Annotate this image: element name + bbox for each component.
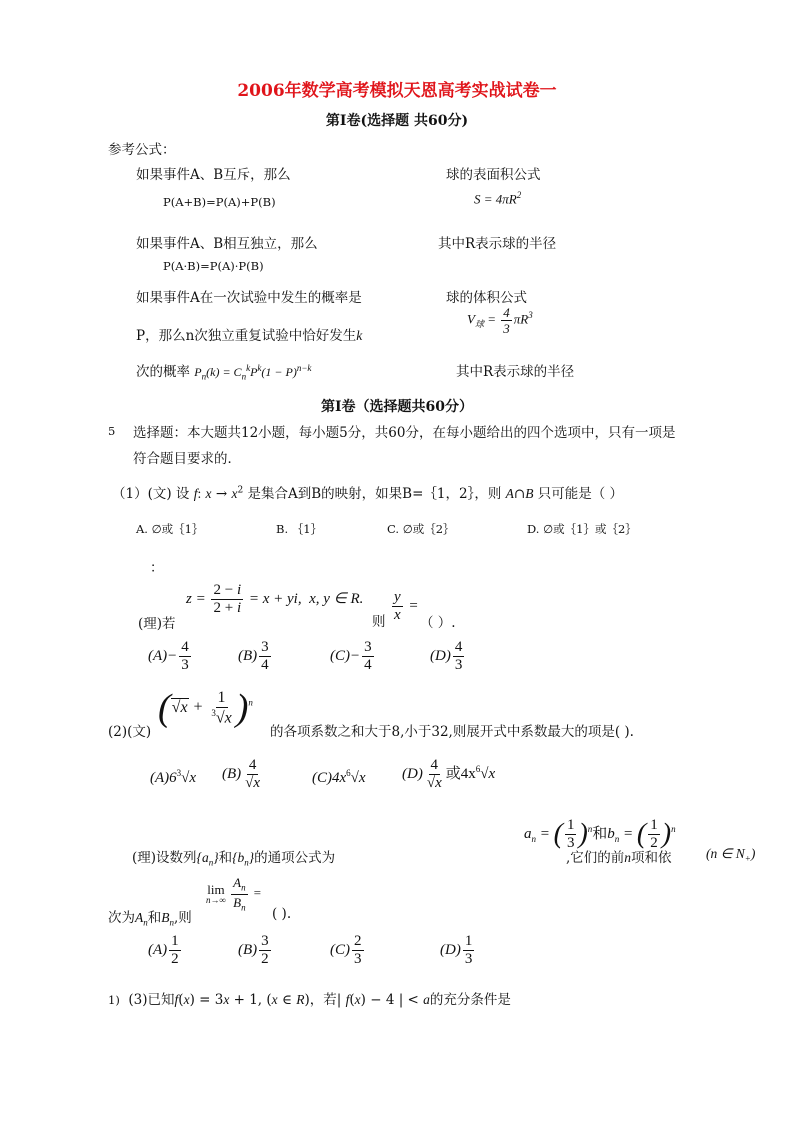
q2-li-option-d: (D) $\frac{1}{3}$ (440, 933, 473, 967)
q1-li-option-d: (D) $\frac{4}{3}$ (430, 639, 463, 673)
q2-binomial: (√x + $\frac{1}{^3√x}$ )$^n$ (158, 687, 253, 729)
intro-line-1: 选择题：本大题共12小题，每小题5分，共60分，在每小题给出的四个选项中，只有一项是 (133, 425, 676, 441)
q2-li-an: $a_n$ = ( $\frac{1}{3}$ )$^n$和$b_n$ = ( $\frac{1}{2}$ )$^n$ (524, 817, 676, 851)
q1-option-c: C. ∅或｛2｝ (387, 522, 455, 536)
formula-sphere-area: $S = 4\pi R^2$ (474, 190, 522, 207)
q2-option-c: $(C)4x^6√x$ (312, 768, 366, 786)
q2-li-paren: ( ). (272, 906, 292, 922)
q1-li-option-b: (B) $\frac{3}{4}$ (238, 639, 269, 673)
page-title: 2006年数学高考模拟天恩高考实战试卷一 (237, 81, 557, 101)
q2-option-d: (D) $\frac{4}{√x}$ 或$4x^6√x$ (402, 757, 496, 791)
q2-li-option-b: (B) $\frac{3}{2}$ (238, 933, 269, 967)
q2-option-b: (B) $\frac{4}{√x}$ (222, 757, 261, 791)
intro-number: 5 (108, 424, 116, 438)
formula-label-bernoulli: 次的概率 $P_n(k) = C_n^kP^k(1 - P)^{n-k}$ (136, 363, 312, 382)
formula-label-repeat: P，那么n次独立重复试验中恰好发生k (136, 328, 363, 344)
question-1-wen: （1）(文) 设 f: $x \to x^2$ 是集合A到B的映射，如果B=｛1，2｝，则 A∩B 只可能是（ ） (112, 485, 624, 502)
formula-note-radius-1: 其中R表示球的半径 (438, 236, 557, 252)
q2-li-line2: 次为$A_n$和$B_n$,则 (108, 910, 192, 928)
formula-exclusive: P(A+B)=P(A)+P(B) (163, 195, 276, 209)
q2-option-a: $(A)6^3√x$ (150, 768, 197, 786)
q1-li-then: 则 (372, 614, 386, 630)
q2-li-option-c: (C) $\frac{2}{3}$ (330, 933, 362, 967)
bernoulli-formula: $P_n(k) = C_n^kP^k(1 - P)^{n-k}$ (194, 363, 312, 382)
q1-li-formula: z = $\frac{2 - i}{2 + i}$ = x + yi, x, y ∈ R. (186, 582, 364, 616)
q2-prefix: (2)(文) (108, 724, 152, 740)
q1-option-d: D. ∅或｛1｝或｛2｝ (527, 522, 637, 536)
q1-li-option-c: (C)− $\frac{3}{4}$ (330, 639, 372, 673)
section-header-1: 第Ⅰ卷(选择题 共60分) (325, 113, 469, 129)
formula-label-independent: 如果事件A、B相互独立，那么 (136, 236, 318, 252)
formula-sphere-volume: $V_球$ = $\frac{4}{3}$ $\pi R^3$ (467, 305, 533, 336)
formula-label-probability: 如果事件A在一次试验中发生的概率是 (136, 290, 362, 306)
formula-independent: P(A·B)=P(A)·P(B) (163, 259, 264, 273)
q2-li-limit: lim n→∞ $\frac{A_n}{B_n}$ = (206, 875, 262, 913)
q1-option-a: A. ∅或｛1｝ (136, 522, 204, 536)
q2-li-line1: (理)设数列$\{a_n\}$和$\{b_n\}$的通项公式为 (132, 850, 336, 868)
q1-colon: ： (150, 560, 164, 576)
formula-note-radius-2: 其中R表示球的半径 (456, 364, 575, 380)
formula-label-sphere-area: 球的表面积公式 (446, 167, 541, 183)
q1-li-ratio: $\frac{y}{x}$ = (394, 589, 419, 623)
q2-text: 的各项系数之和大于8,小于32,则展开式中系数最大的项是( ). (270, 724, 634, 740)
reference-label: 参考公式： (108, 142, 176, 158)
q2-li-option-a: (A) $\frac{1}{2}$ (148, 933, 179, 967)
q1-li-prefix: (理)若 (138, 616, 176, 632)
question-3: 1) (3)已知f(x) = 3x + 1, (x ∈ R)，若| f(x) − 4 | < a的充分条件是 (108, 992, 511, 1008)
formula-label-sphere-volume: 球的体积公式 (446, 290, 527, 306)
q2-li-domain: (n ∈ $N_+$) (706, 846, 756, 864)
q1-li-paren: （ ）. (420, 615, 456, 631)
section-header-2: 第Ⅰ卷（选择题共60分） (320, 399, 474, 415)
q1-li-option-a: (A)− $\frac{4}{3}$ (148, 639, 189, 673)
formula-label-exclusive: 如果事件A、B互斥，那么 (136, 167, 291, 183)
intro-line-2: 符合题目要求的． (133, 451, 241, 467)
q2-li-tail: ,它们的前n项和依 (566, 850, 672, 866)
q1-option-b: B. ｛1｝ (276, 522, 323, 536)
